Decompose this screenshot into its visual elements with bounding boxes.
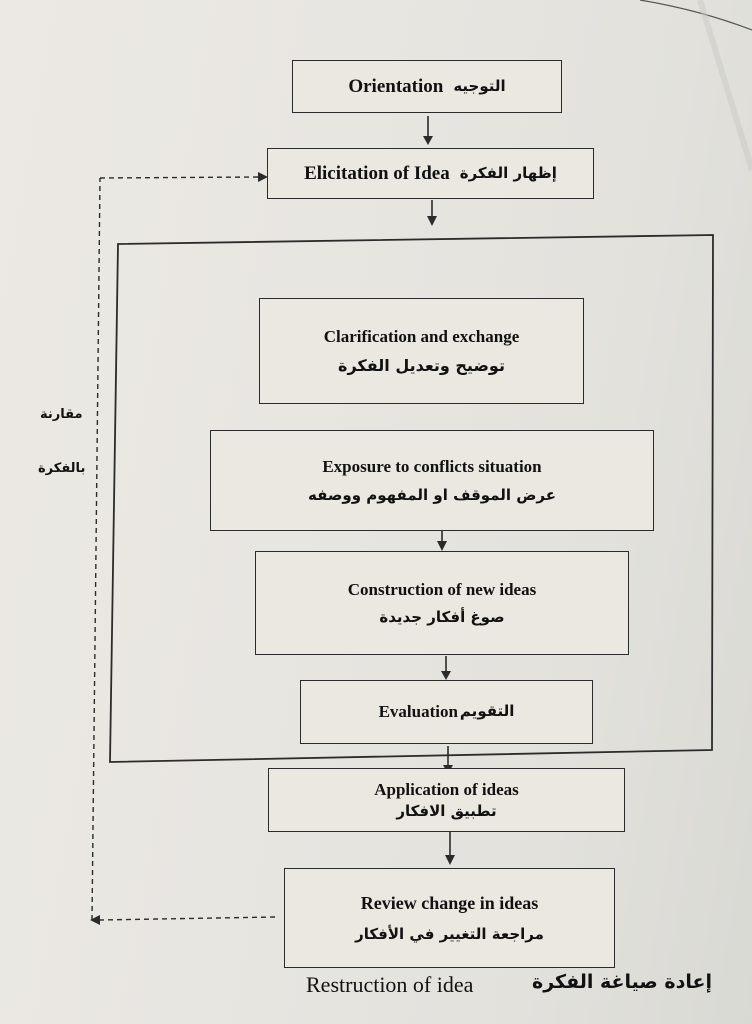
page-curl-edge [640,0,752,30]
side-label-line2: بالفكرة [38,461,86,476]
node-exposure-ar: عرض الموقف او المفهوم ووصفه [308,485,556,504]
node-review-ar: مراجعة التغيير في الأفكار [355,924,544,943]
node-application [268,768,625,832]
caption-english: Restruction of idea [306,972,474,997]
node-clarification-ar: توضيح وتعديل الفكرة [338,355,505,375]
node-elicitation [267,148,594,199]
node-elicitation-en: Elicitation of Idea [304,162,450,184]
node-application-en: Application of ideas [374,779,519,799]
node-application-ar: تطبيق الافكار [396,802,497,821]
node-evaluation [300,680,593,744]
node-elicitation-ar: إظهار الفكرة [459,163,557,182]
node-clarification-en: Clarification and exchange [323,327,520,347]
node-construction-en: Construction of new ideas [347,579,537,599]
node-orientation-en: Orientation [348,75,444,97]
node-orientation-ar: التوجيه [453,76,506,95]
node-evaluation-ar: التقويم [459,702,515,721]
page-fold-shadow [700,0,752,170]
side-label-line1: مقارنة [40,407,83,422]
node-review-en: Review change in ideas [360,893,539,914]
caption-arabic: إعادة صياغة الفكرة [532,971,712,993]
node-review [284,868,615,968]
node-evaluation-en: Evaluation [378,702,458,722]
node-exposure [210,430,654,531]
node-orientation [292,60,562,113]
node-construction [255,551,629,655]
node-construction-ar: صوغ أفكار جديدة [379,608,505,627]
feedback-loop-dashed [92,177,275,920]
node-clarification [259,298,584,404]
node-exposure-en: Exposure to conflicts situation [322,457,542,477]
